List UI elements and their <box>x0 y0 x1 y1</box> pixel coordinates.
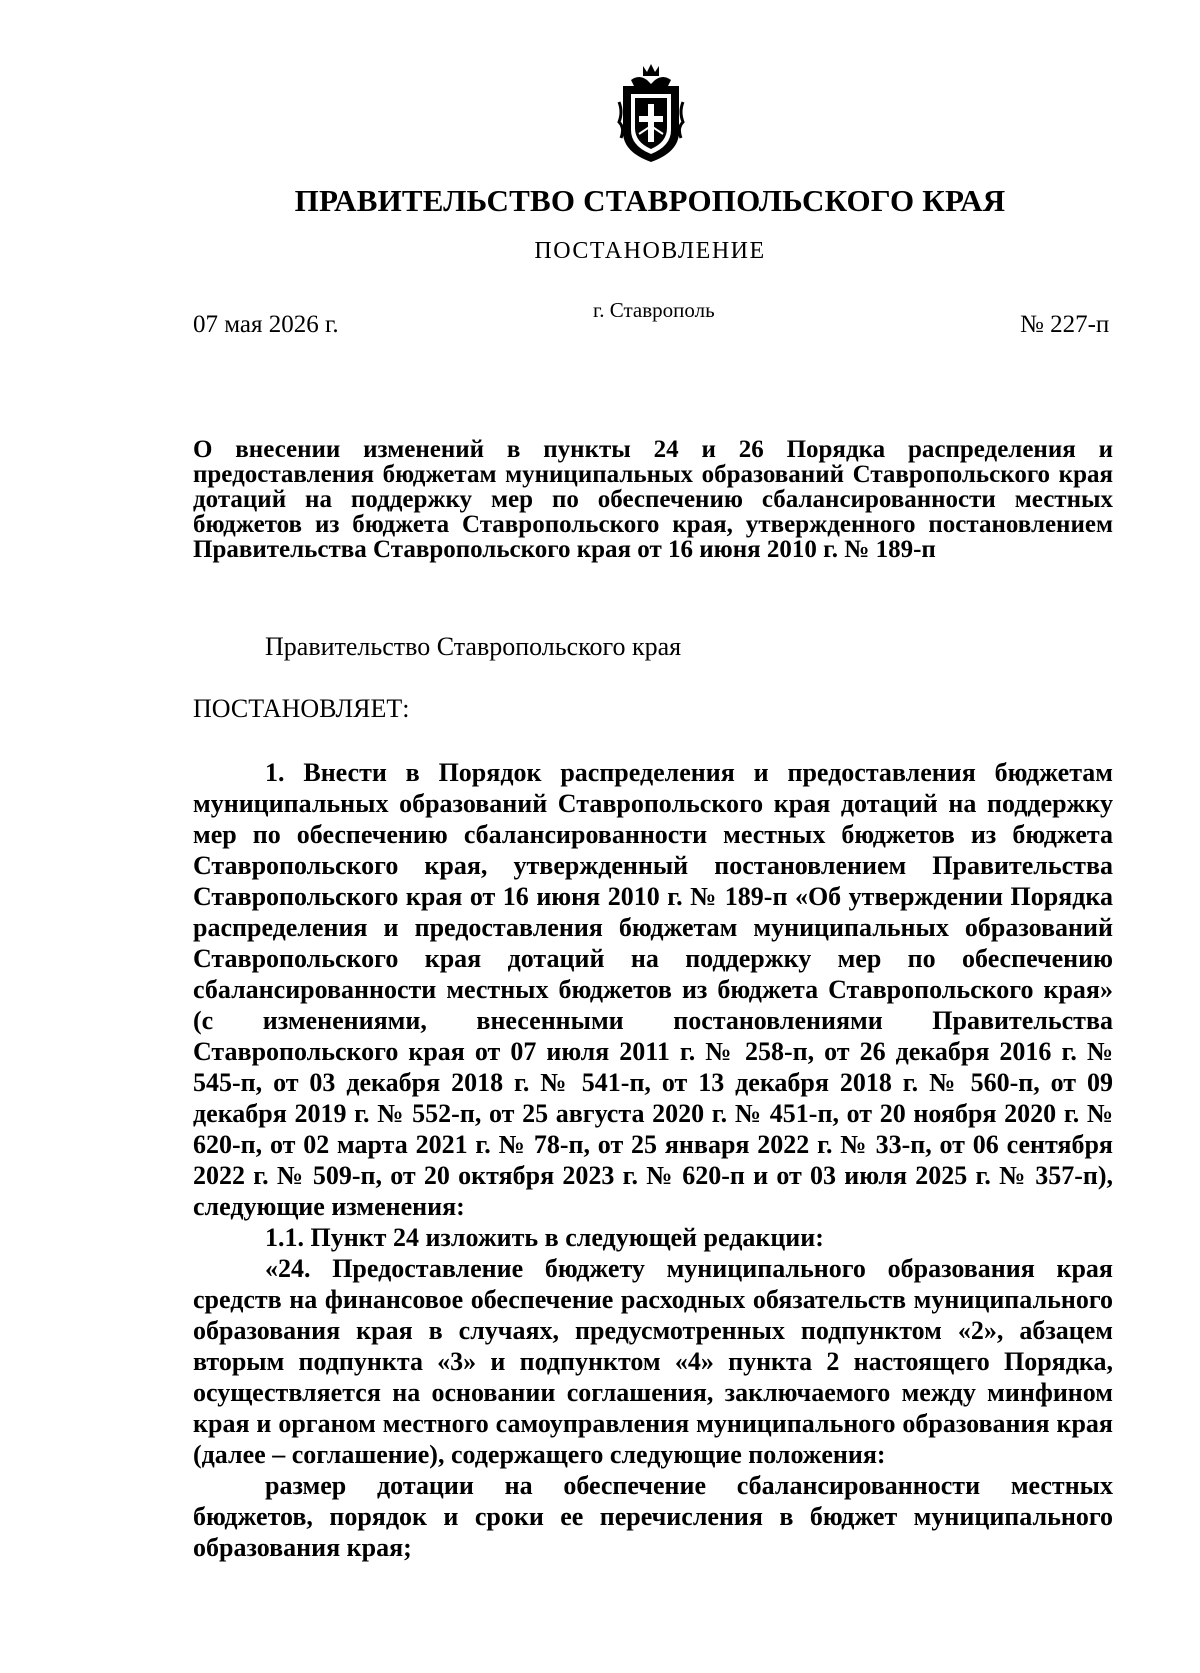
resolves-heading: ПОСТАНОВЛЯЕТ: <box>193 694 410 723</box>
document-body <box>193 757 1113 1563</box>
document-subject: О внесении изменений в пункты 24 и 26 Порядка распределения и предоставления бюджетам муниципальных образований Ставропольского края дотаций на поддержку мер по обеспечению сбалансированности местных бюджетов из бюджета Ставропольского края, утвержденного постановлением Правительства Ставропольского края от 16 июня 2010 г. № 189-п <box>193 436 1113 563</box>
paragraph-1: 1. Внести в Порядок распределения и предоставления бюджетам муниципальных образований Ставропольского края дотаций на поддержку мер по обеспечению сбалансированности местных бюджетов из бюджета Ставропольского края, утвержденный постановлением Правительства Ставропольского края от 16 июня 2010 г. № 189-п «Об утверждении Порядка распределения и предоставления бюджетам муниципальных образований Ставропольского края дотаций на поддержку мер по обеспечению сбалансированности местных бюджетов из бюджета Ставропольского края» (с изменениями, внесенными постановлениями Правительства Ставропольского края от 07 июля 2011 г. № 258-п, от 26 декабря 2016 г. № 545-п, от 03 декабря 2018 г. № 541-п, от 13 декабря 2018 г. № 560-п, от 09 декабря 2019 г. № 552-п, от 25 августа 2020 г. № 451-п, от 20 ноября 2020 г. № 620-п, от 02 марта 2021 г. № 78-п, от 25 января 2022 г. № 33-п, от 06 сентября 2022 г. № 509-п, от 20 октября 2023 г. № 620-п и от 03 июля 2025 г. № 357-п), следующие изменения: <box>193 758 1113 1221</box>
paragraph-1-1: 1.1. Пункт 24 изложить в следующей редакции: <box>265 1223 824 1252</box>
document-city: г. Ставрополь <box>593 298 715 322</box>
document-date: 07 мая 2026 г. <box>193 311 339 338</box>
paragraph-dotation-size: размер дотации на обеспечение сбалансированности местных бюджетов, порядок и сроки ее перечисления в бюджет муниципального образования края; <box>193 1471 1113 1562</box>
coat-of-arms-emblem <box>617 62 685 168</box>
government-name-line: Правительство Ставропольского края <box>265 632 682 661</box>
document-type: ПОСТАНОВЛЕНИЕ <box>534 238 766 264</box>
paragraph-24: «24. Предоставление бюджету муниципального образования края средств на финансовое обеспечение расходных обязательств муниципального образования края в случаях, предусмотренных подпунктом «2», абзацем вторым подпункта «3» и подпунктом «4» пункта 2 настоящего Порядка, осуществляется на основании соглашения, заключаемого между минфином края и органом местного самоуправления муниципального образования края (далее – соглашение), содержащего следующие положения: <box>193 1254 1113 1469</box>
government-title: ПРАВИТЕЛЬСТВО СТАВРОПОЛЬСКОГО КРАЯ <box>294 183 1006 218</box>
document-number: № 227-п <box>1020 311 1110 338</box>
